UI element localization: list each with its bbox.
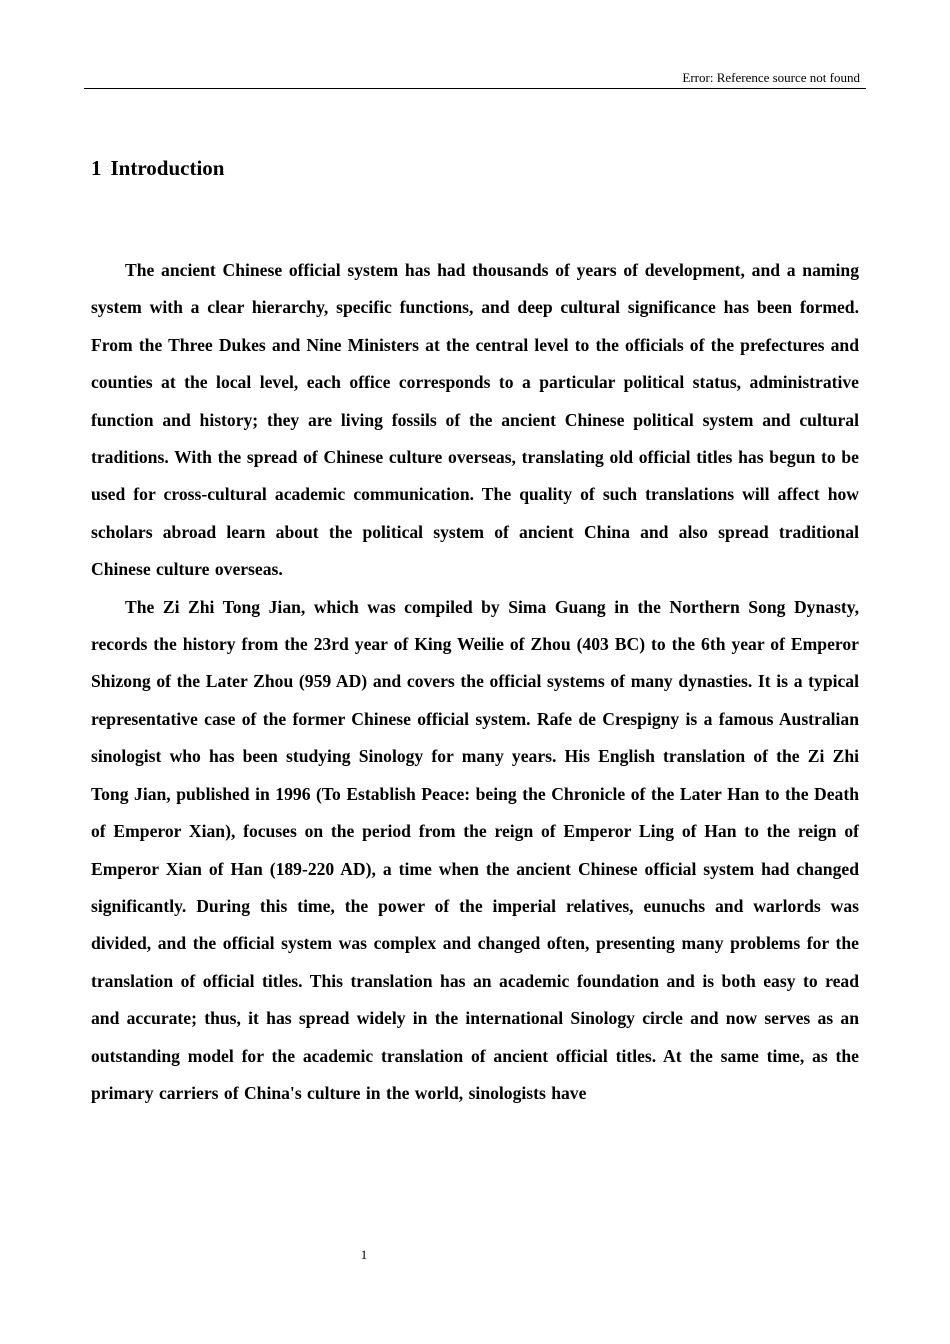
body-text (91, 252, 859, 1112)
section-title: Introduction (110, 156, 225, 180)
page-number: 1 (360, 1247, 368, 1262)
running-header (84, 70, 866, 89)
paragraph-zi-zhi-tong-jian: The Zi Zhi Tong Jian, which was compiled by Sima Guang in the Northern Song Dynasty, records the history from the 23rd year of King Weilie of Zhou (403 BC) to the 6th year of Emperor Shizong of the Later Zhou (959 AD) and covers the official systems of many dynasties. It is a typical representative case of the former Chinese official system. Rafe de Crespigny is a famous Australian sinologist who has been studying Sinology for many years. His English translation of the Zi Zhi Tong Jian, published in 1996 (To Establish Peace: being the Chronicle of the Later Han to the Death of Emperor Xian), focuses on the period from the reign of Emperor Ling of Han to the reign of Emperor Xian of Han (189-220 AD), a time when the ancient Chinese official system had changed significantly. During this time, the power of the imperial relatives, eunuchs and warlords was divided, and the official system was complex and changed often, presenting many problems for the translation of official titles. This translation has an academic foundation and is both easy to read and accurate; thus, it has spread widely in the international Sinology circle and now serves as an outstanding model for the academic translation of ancient official titles. At the same time, as the primary carriers of China's culture in the world, sinologists have (91, 596, 859, 1103)
header-reference-error-text: Error: Reference source not found (682, 70, 860, 85)
section-heading (91, 154, 224, 182)
section-number: 1 (91, 156, 102, 180)
paragraph-official-system-background: The ancient Chinese official system has had thousands of years of development, and a naming system with a clear hierarchy, specific functions, and deep cultural significance has been formed. From the Three Dukes and Nine Ministers at the central level to the officials of the prefectures and counties at the local level, each office corresponds to a particular political status, administrative function and history; they are living fossils of the ancient Chinese political system and cultural traditions. With the spread of Chinese culture overseas, translating old official titles has begun to be used for cross-cultural academic communication. The quality of such translations will affect how scholars abroad learn about the political system of ancient China and also spread traditional Chinese culture overseas. (91, 260, 859, 580)
